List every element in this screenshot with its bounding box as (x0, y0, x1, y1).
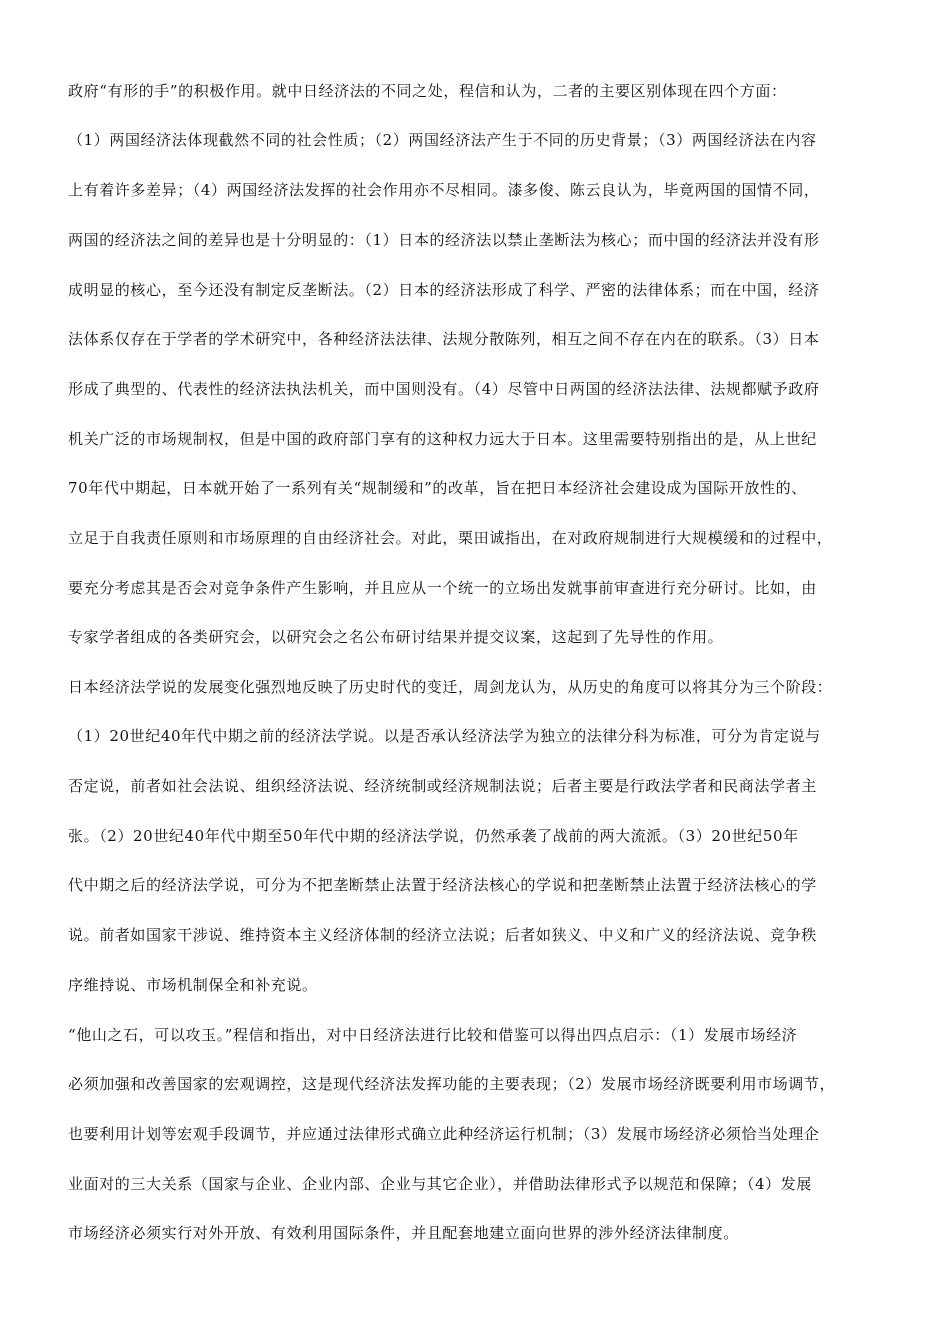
text-line: （1）两国经济法体现截然不同的社会性质；（2）两国经济法产生于不同的历史背景；（3）两国经济法在内容 (68, 131, 817, 149)
text-line: 业面对的三大关系（国家与企业、企业内部、企业与其它企业），并借助法律形式予以规范和保障；（4）发展 (68, 1175, 812, 1193)
text-line: 序维持说、市场机制保全和补充说。 (68, 976, 318, 994)
text-line: 两国的经济法之间的差异也是十分明显的：（1）日本的经济法以禁止垄断法为核心；而中国的经济法并没有形 (68, 231, 820, 249)
text-line: 市场经济必须实行对外开放、有效利用国际条件，并且配套地建立面向世界的涉外经济法律制度。 (68, 1224, 739, 1242)
text-line: 日本经济法学说的发展变化强烈地反映了历史时代的变迁，周剑龙认为，从历史的角度可以将其分为三个阶段： (68, 678, 833, 696)
text-line: 70年代中期起，日本就开始了一系列有关“规制缓和”的改革，旨在把日本经济社会建设成为国际开放性的、 (68, 479, 807, 497)
text-line: 法体系仅存在于学者的学术研究中，各种经济法法律、法规分散陈列，相互之间不存在内在的联系。（3）日本 (68, 330, 820, 348)
text-line: 必须加强和改善国家的宏观调控，这是现代经济法发挥功能的主要表现；（2）发展市场经济既要利用市场调节， (68, 1075, 836, 1093)
text-line: 代中期之后的经济法学说，可分为不把垄断禁止法置于经济法核心的学说和把垄断禁止法置于经济法核心的学 (68, 876, 817, 894)
text-line: 要充分考虑其是否会对竞争条件产生影响，并且应从一个统一的立场出发就事前审查进行充分研讨。比如，由 (68, 579, 817, 597)
text-line: （1）20世纪40年代中期之前的经济法学说。以是否承认经济法学为独立的法律分科为标准，可分为肯定说与 (68, 727, 821, 745)
text-line: 否定说，前者如社会法说、组织经济法说、经济统制或经济规制法说；后者主要是行政法学者和民商法学者主 (68, 777, 817, 795)
text-line: 立足于自我责任原则和市场原理的自由经济社会。对此，栗田诚指出，在对政府规制进行大规模缓和的过程中， (68, 529, 833, 547)
text-line: 专家学者组成的各类研究会，以研究会之名公布研讨结果并提交议案，这起到了先导性的作用。 (68, 628, 724, 646)
text-line: 成明显的核心，至今还没有制定反垄断法。（2）日本的经济法形成了科学、严密的法律体系；而在中国，经济 (68, 281, 820, 299)
text-line: 也要利用计划等宏观手段调节，并应通过法律形式确立此种经济运行机制；（3）发展市场经济必须恰当处理企 (68, 1125, 820, 1143)
text-line: 上有着许多差异；（4）两国经济法发挥的社会作用亦不尽相同。漆多俊、陈云良认为，毕竟两国的国情不同， (68, 181, 820, 199)
text-line: 机关广泛的市场规制权，但是中国的政府部门享有的这种权力远大于日本。这里需要特别指出的是，从上世纪 (68, 430, 817, 448)
text-line: “他山之石，可以攻玉。”程信和指出，对中日经济法进行比较和借鉴可以得出四点启示：（1）发展市场经济 (68, 1026, 798, 1044)
text-line: 政府“有形的手”的积极作用。就中日经济法的不同之处，程信和认为，二者的主要区别体现在四个方面： (68, 82, 787, 100)
text-line: 张。（2）20世纪40年代中期至50年代中期的经济法学说，仍然承袭了战前的两大流派。（3）20世纪50年 (68, 827, 799, 845)
text-line: 形成了典型的、代表性的经济法执法机关，而中国则没有。（4）尽管中日两国的经济法法律、法规都赋予政府 (68, 380, 820, 398)
text-line: 说。前者如国家干涉说、维持资本主义经济体制的经济立法说；后者如狭义、中义和广义的经济法说、竞争秩 (68, 926, 817, 944)
